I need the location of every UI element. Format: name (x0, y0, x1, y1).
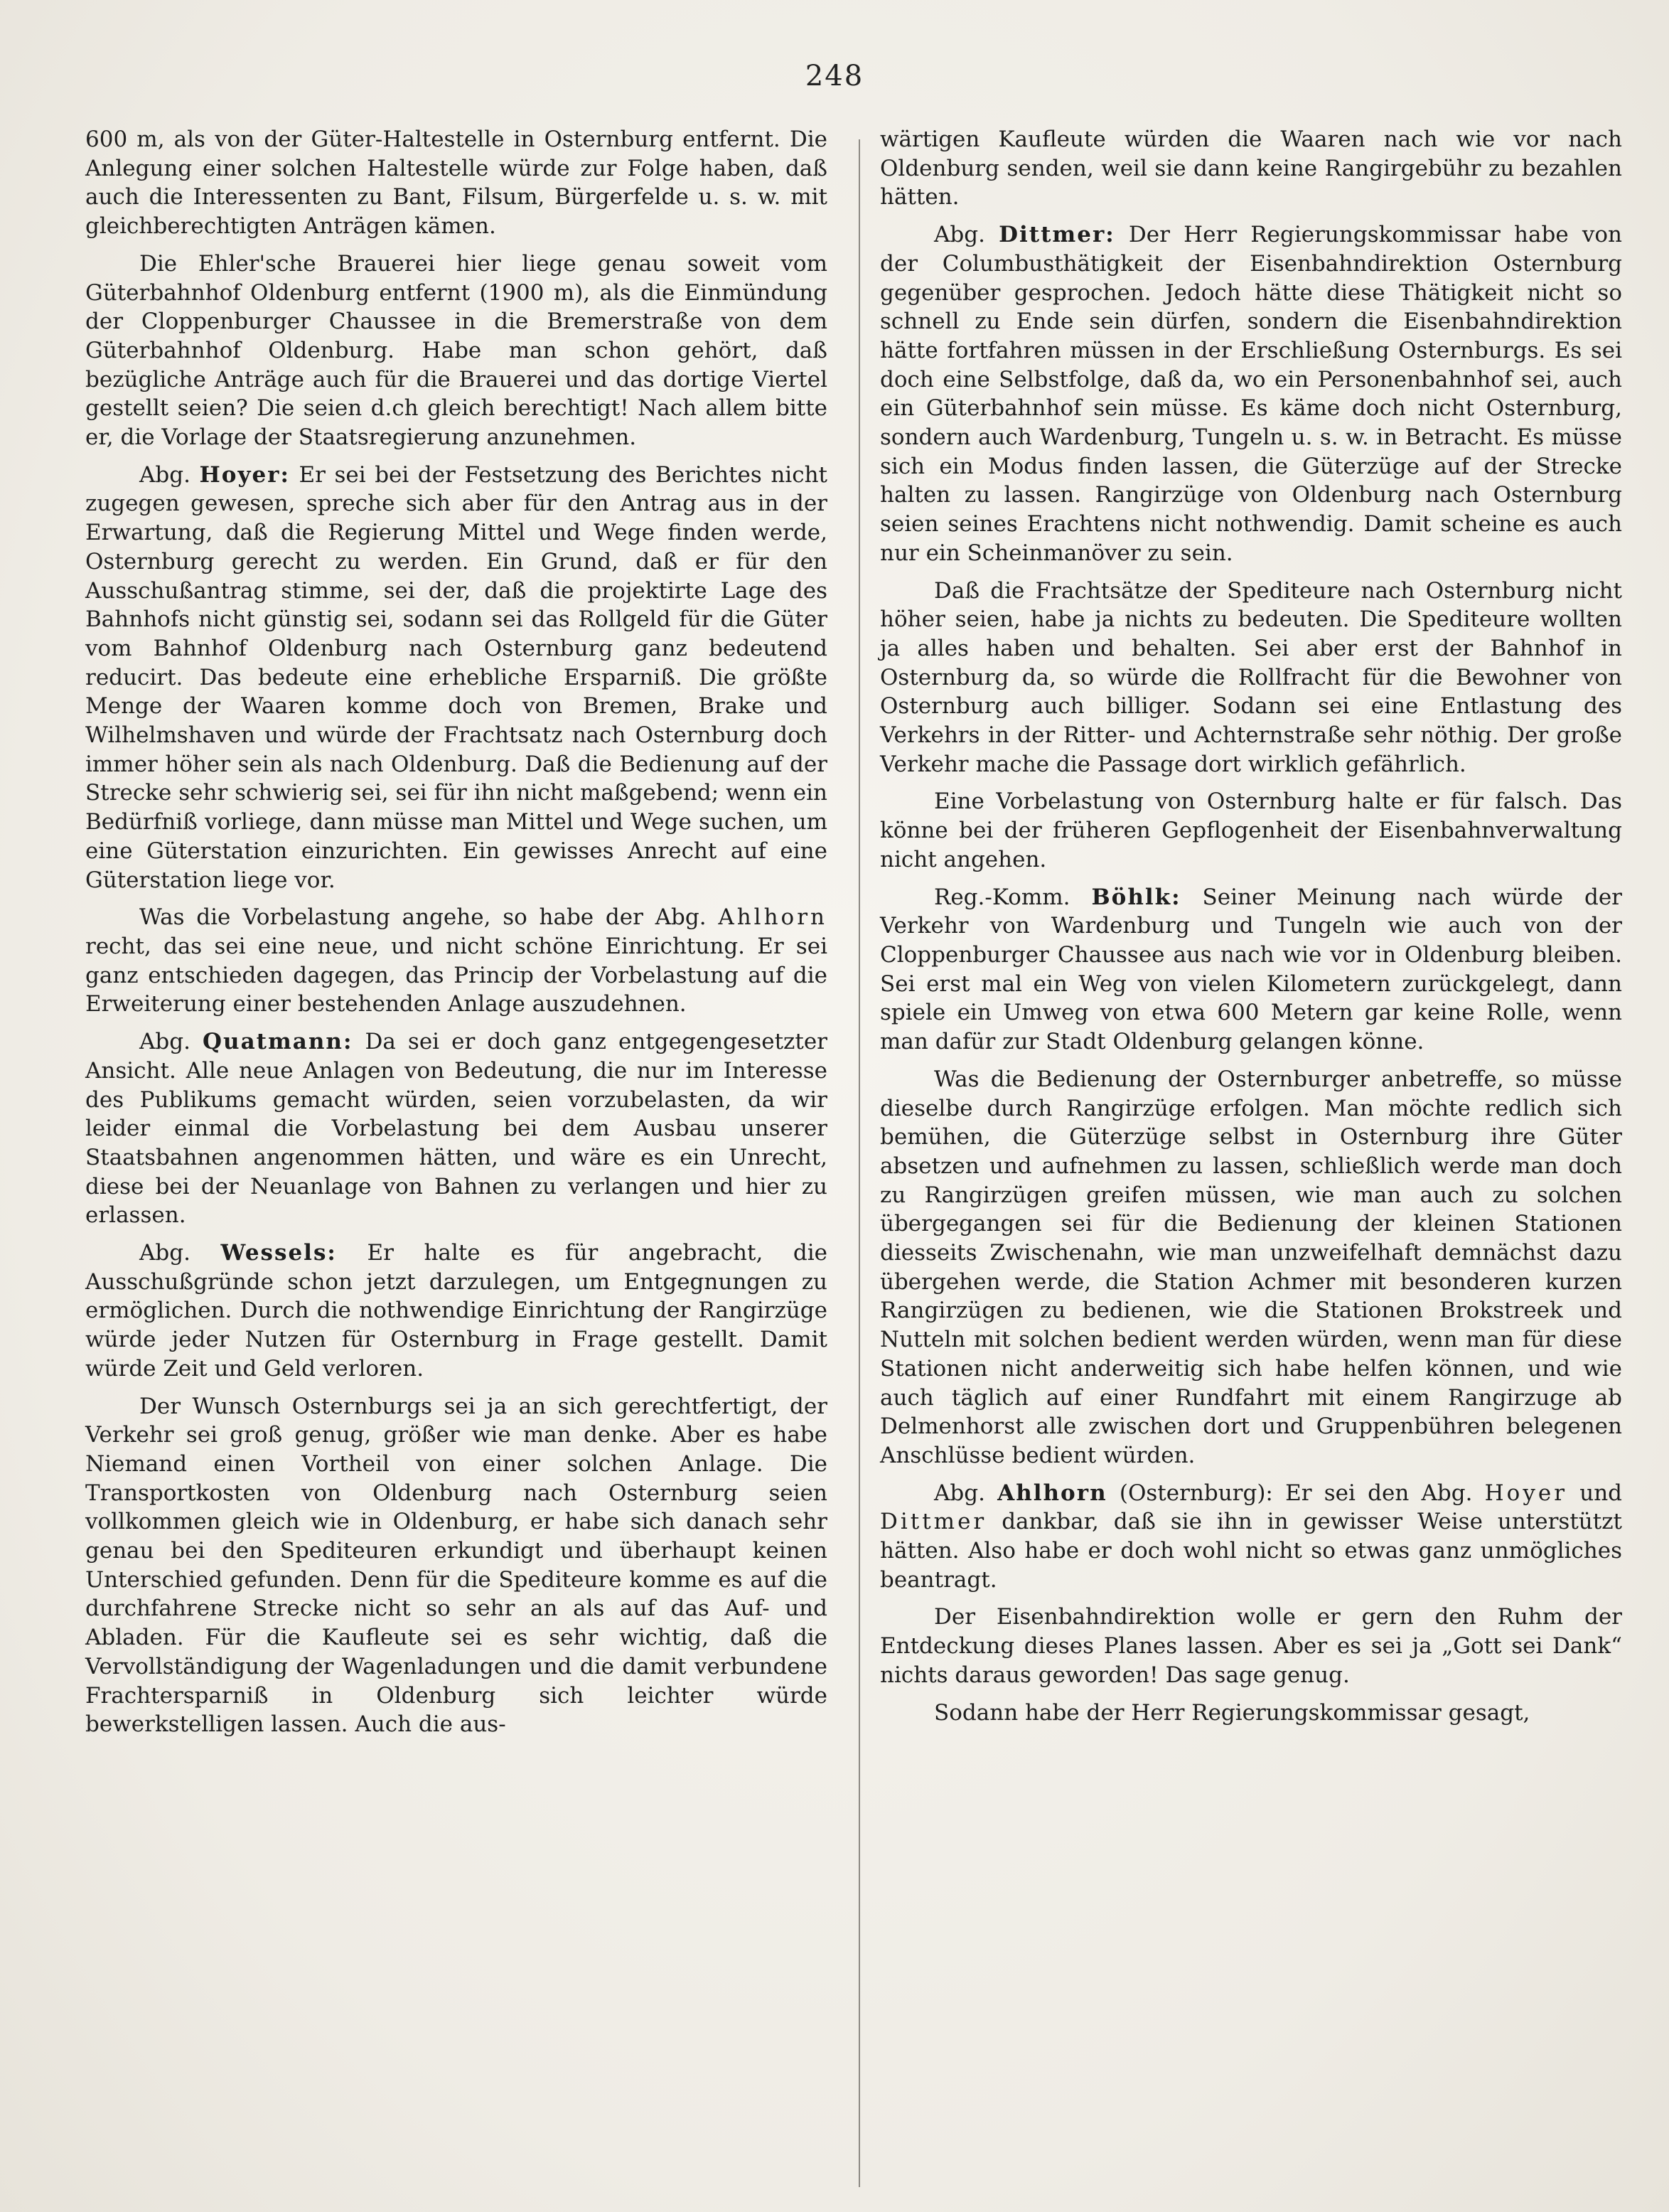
speech-text: Er sei bei der Festsetzung des Berichtes nicht zugegen gewesen, spreche sich aber für den Antrag aus in der Erwartung, daß die Regierung Mittel und Wege finden werde, Osternburg gerecht zu werden. Ein Grund, daß er für den Ausschußantrag stimme, sei der, daß die projektirte Lage des Bahnhofs nicht günstig sei, sodann sei das Rollgeld für die Güter vom Bahnhof Oldenburg nach Osternburg ganz bedeutend reducirt. Das bedeute eine erhebliche Ersparniß. Die größte Menge der Waaren komme doch von Bremen, Brake und Wilhelmshaven und würde der Frachtsatz nach Osternburg doch immer höher sein als nach Oldenburg. Daß die Bedienung auf der Strecke sehr schwierig sei, sei für ihn nicht maßgebend; wenn ein Bedürfniß vorliege, dann müsse man Mittel und Wege suchen, um eine Güterstation einzurichten. Ein gewisses Anrecht auf eine Güterstation liege vor. (85, 461, 828, 893)
paragraph: Was die Bedienung der Osternburger anbetreffe, so müsse dieselbe durch Rangirzüge erfolgen. Man möchte redlich sich bemühen, die Güterzüge selbst in Osternburg ihre Güter absetzen und aufnehmen zu lassen, schließlich werde man doch zu Rangirzügen greifen müssen, wie man auch zu solchen übergegangen sei für die Bedienung der kleinen Stationen diesseits Zwischenahn, wie man unzweifelhaft demnächst dazu übergehen werde, die Station Achmer mit besonderen kurzen Rangirzügen zu bedienen, wie die Stationen Brokstreek und Nutteln mit solchen bedient werden würden, wenn man für diese Stationen nicht anderweitig sich habe helfen können, und wie auch täglich auf einer Rundfahrt mit einem Rangirzuge ab Delmenhorst alle zwischen dort und Gruppenbühren belegenen Anschlüsse bedient würden. (880, 1066, 1622, 1468)
speaker-role: Reg.-Komm. (934, 884, 1070, 910)
page-number: 248 (805, 60, 864, 92)
speech-text: Er halte es für angebracht, die Ausschußgründe schon jetzt darzulegen, um Entgegnungen zu ermöglichen. Durch die nothwendige Einrichtung der Rangirzüge würde jeder Nutzen für Osternburg in Frage gestellt. Damit würde Zeit und Geld verloren. (85, 1240, 828, 1382)
text-run: dankbar, daß sie ihn in gewisser Weise unterstützt hätten. Also habe er doch wohl nicht so etwas ganz unmögliches beantragt. (880, 1509, 1622, 1593)
speech-text: Seiner Meinung nach würde der Verkehr von Wardenburg und Tungeln wie auch von der Cloppenburger Chaussee aus nach wie vor in Oldenburg bleiben. Sei erst mal ein Weg von vielen Kilometern zurückgelegt, dann spiele ein Umweg von etwa 600 Metern gar keine Rolle, wenn man dafür zur Stadt Oldenburg gelangen könne. (880, 884, 1622, 1055)
paragraph (85, 903, 827, 1019)
spaced-name: Dittmer (880, 1509, 987, 1535)
paragraph: Daß die Frachtsätze der Spediteure nach Osternburg nicht höher seien, habe ja nichts zu bedeuten. Die Spediteure wollten ja alles haben und behalten. Sei aber erst der Bahnhof in Osternburg da, so würde die Rollfracht für die Bewohner von Osternburg auch billiger. Sodann sei eine Entlastung des Verkehrs in der Ritter- und Achternstraße sehr nöthig. Der große Verkehr mache die Passage dort wirklich gefährlich. (880, 577, 1622, 777)
speaker-role: Abg. (139, 461, 190, 488)
speaker-role: Abg. (934, 1480, 985, 1506)
speaker-note: (Osternburg): (1119, 1480, 1273, 1506)
speech-text: Der Herr Regierungskommissar habe von der Columbusthätigkeit der Eisenbahndirektion Osternburg gegenüber gesprochen. Jedoch hätte diese Thätigkeit nicht so schnell zu Ende sein dürfen, sondern die Eisenbahndirektion hätte fortfahren müssen in der Erschließung Osternburgs. Es sei doch eine Selbstfolge, daß da, wo ein Personenbahnhof sei, auch ein Güterbahnhof sein müsse. Es käme doch nicht Osternburg, sondern auch Wardenburg, Tungeln u. s. w. in Betracht. Es müsse sich ein Modus finden lassen, die Güterzüge auf der Strecke halten zu lassen. Rangirzüge von Oldenburg nach Osternburg seien seines Erachtens nicht nothwendig. Damit scheine es auch nur ein Scheinmanöver zu sein. (880, 222, 1623, 566)
speaker-name: Hoyer: (199, 461, 290, 488)
speaker-name: Wessels: (220, 1240, 337, 1266)
paragraph: Der Eisenbahndirektion wolle er gern den Ruhm der Entdeckung dieses Planes lassen. Aber es sei ja „Gott sei Dank“ nichts daraus geworden! Das sage genug. (880, 1604, 1622, 1688)
speaker-role: Abg. (139, 1240, 190, 1266)
speech-hoyer (85, 461, 827, 895)
speaker-role: Abg. (934, 222, 985, 248)
text-run: recht, das sei eine neue, und nicht schöne Einrichtung. Er sei ganz entschieden dagegen, das Princip der Vorbelastung auf die Erweiterung einer bestehenden Anlage auszudehnen. (85, 933, 827, 1017)
spaced-name: Hoyer (1484, 1480, 1568, 1506)
paragraph: Sodann habe der Herr Regierungskommissar gesagt, (934, 1699, 1530, 1726)
paragraph: wärtigen Kaufleute würden die Waaren nach wie vor nach Oldenburg senden, weil sie dann keine Rangirgebühr zu bezahlen hätten. (880, 127, 1622, 210)
column-divider (859, 139, 860, 2187)
speech-quatmann (85, 1027, 827, 1230)
speech-ahlhorn (880, 1479, 1622, 1595)
speech-boehlk (880, 883, 1622, 1057)
speaker-name: Dittmer: (999, 222, 1115, 248)
paragraph: Die Ehler'sche Brauerei hier liege genau soweit vom Güterbahnhof Oldenburg entfernt (1900 m), als die Einmündung der Cloppenburger Chaussee in die Bremerstraße von dem Güterbahnhof Oldenburg. Habe man schon gehört, daß bezügliche Anträge auch für die Brauerei und das dortige Viertel gestellt seien? Die seien d.ch gleich berechtigt! Nach allem bitte er, die Vorlage der Staatsregierung anzunehmen. (85, 250, 827, 451)
left-column (85, 125, 827, 1748)
speaker-role: Abg. (139, 1029, 190, 1055)
text-run: Er sei den Abg. (1285, 1480, 1485, 1506)
speaker-name: Quatmann: (203, 1029, 353, 1055)
speech-text: Da sei er doch ganz entgegengesetzter Ansicht. Alle neue Anlagen von Bedeutung, die nur im Interesse des Publikums gemacht würden, seien vorzubelasten, da wir leider einmal die Vorbelastung bei dem Ausbau unserer Staatsbahnen angenommen hätten, und wäre es ein Unrecht, diese bei der Neuanlage von Bahnen zu verlangen und hier zu erlassen. (85, 1029, 828, 1229)
paragraph: Der Wunsch Osternburgs sei ja an sich gerechtfertigt, der Verkehr sei groß genug, größer wie man denke. Aber es habe Niemand einen Vortheil von einer solchen Anlage. Die Transportkosten von Oldenburg nach Osternburg seien vollkommen gleich wie in Oldenburg, er habe sich danach sehr genau bei den Spediteuren erkundigt und überhaupt keinen Unterschied gefunden. Denn für die Spediteure komme es auf die durchfahrene Strecke nicht so sehr an als auf das Auf- und Abladen. Für die Kaufleute sei es sehr wichtig, daß die Vervollständigung der Wagenladungen und die damit verbundene Frachtersparniß in Oldenburg sich leichter würde bewerkstelligen lassen. Auch die aus- (85, 1393, 827, 1738)
paragraph: Eine Vorbelastung von Osternburg halte er für falsch. Das könne bei der früheren Gepflogenheit der Eisenbahnverwaltung nicht angehen. (880, 789, 1622, 872)
speaker-name: Böhlk: (1091, 884, 1181, 910)
spaced-name: Ahlhorn (718, 904, 827, 931)
speaker-name: Ahlhorn (997, 1480, 1107, 1506)
speech-dittmer (880, 220, 1622, 567)
speech-wessels (85, 1239, 827, 1384)
text-run: Was die Vorbelastung angehe, so habe der Abg. (139, 904, 719, 931)
text-run: und (1567, 1480, 1623, 1506)
paragraph: 600 m, als von der Güter-Haltestelle in Osternburg entfernt. Die Anlegung einer solchen Haltestelle würde zur Folge haben, daß auch die Interessenten zu Bant, Filsum, Bürgerfelde u. s. w. mit gleichberechtigten Anträgen kämen. (85, 127, 827, 240)
right-column (880, 125, 1622, 1736)
